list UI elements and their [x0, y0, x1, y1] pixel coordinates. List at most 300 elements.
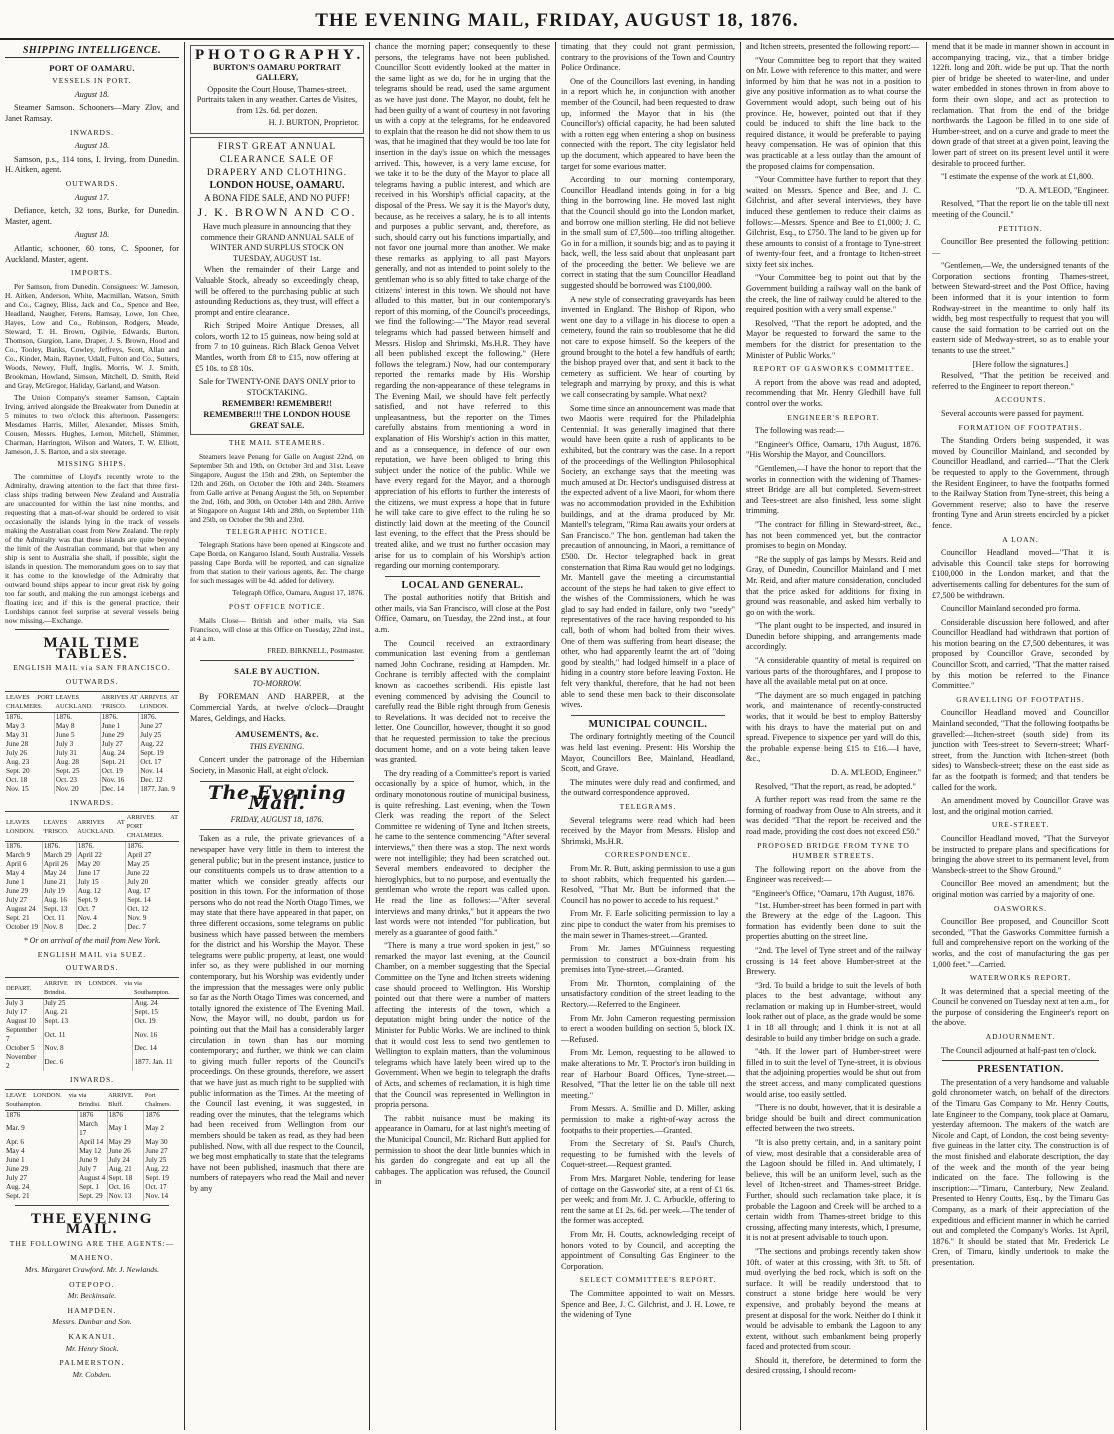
- council-text: Resolved, "That the report, as read, be adopted.": [755, 781, 916, 791]
- outwards-text-2: Atlantic, schooner, 60 tons, C. Spooner, for Auckland. Master, agent.: [5, 243, 179, 264]
- table-row: [5, 1138, 179, 1147]
- table-cell: 1876.: [100, 712, 138, 722]
- local-item: The dry reading of a Committee's report is varied occasionally by a spice of humor, which, in the ordinary monotonous routine of municipal business, is quite refreshing. Last evening, when the Town Clerk was reading the report of the Select Committee re widening of Tyne and Itchen streets, he came to the sentence commencing "After several interviews," then there was a stop. The next words were not intelligible; they had been scratched out. Several members endeavored to decipher the hieroglyphics, but to no purpose, and eventually the gentleman who wrote the report was called upon. He read the line as follows:—"After several interviews and many drinks," but it appears the two last words were not intended "for publication, but merely as a guarantee of good faith.": [375, 768, 550, 937]
- table-cell: July 24: [107, 1156, 144, 1165]
- council-text: "The contract for filling in Steward-street, &c., has not been commenced yet, but the contractor promises to begin on Monday.: [746, 519, 921, 551]
- table-cell: March 29: [42, 851, 76, 860]
- table-row: [5, 869, 179, 878]
- table-cell: July 27: [5, 1174, 78, 1183]
- mail-steamers-head: THE MAIL STEAMERS.: [228, 438, 326, 448]
- table-cell: Dec. 2: [76, 923, 126, 932]
- presentation-text: The presentation of a very handsome and valuable gold chronometer watch, on behalf of the directors of the Timaru Gas Company to Mr. Henry Coutts, late Engineer to the Company, took place at Oamaru, yesterday afternoon. The makers of the watch are Nicole and Capt, of London, the cost being seventy-five guineas in the latter city. The construction is of the most finished and elaborate description, the day of the week and the month of the year being indicated on the face. The following is the inscription:—"Timaru, Canterbury, New Zealand. Presented to Henry Coutts, Esq., by the Timaru Gas Company, as a mark of their appreciation of the expeditious and efficient manner in which he carried out and completed the Company's Works. 1st April, 1876." It should be stated that Mr. Frederick Le Cren, of Timaru, kindly undertook to make the presentation.: [932, 1077, 1109, 1267]
- table-row: [5, 740, 179, 749]
- council-text: "The plant ought to be inspected, and insured in Dunedin before shipping, and arrangements made accordingly.: [746, 621, 921, 652]
- council-text: Should it, therefore, be determined to form the desired crossing, I should recom-: [746, 1355, 921, 1376]
- table-cell: June 26: [107, 1147, 144, 1156]
- table-header-cell: ARRIVES AT LONDON.: [139, 691, 179, 712]
- council-text: An amendment moved by Councillor Grave was lost, and the original motion carried.: [932, 796, 1109, 816]
- table-cell: Aug. 24: [100, 749, 138, 758]
- council-text: "2nd. The level of Tyne street and of the railway crossing is 14 feet above Humber-street at the Brewery.: [746, 945, 921, 977]
- table-cell: Aug. 12: [76, 887, 126, 896]
- table-cell: Sept. 21: [5, 1192, 78, 1201]
- table-cell: June 1: [5, 878, 42, 887]
- table-cell: August 4: [79, 1173, 106, 1182]
- local-item: "There is many a true word spoken in jest," so remarked the mayor last evening, at the Council Chamber, on a member suggesting that the Special Committee on the Tyne and Itchen streets widening case should proceed to Wellington. His Worship pointed out that there were a number of matters affecting the interests of the town, which a deputation might bring under the notice of the Minister for Public Works. We are inclined to think that it would cost less to send two gentlemen to Wellington to explain matters, than the voluminous telegrams which have lately been wired up to the Government. When we begin to telegraph the drafts of Acts, and schemes of reclamation, it is high time that the Council was represented in Wellington in propria persona.: [375, 941, 550, 1110]
- london-house-ad: [190, 137, 364, 435]
- local-continued: timating that they could not grant permission, contrary to the provisions of the Town and Country Police Ordinance.: [561, 42, 735, 73]
- table-row: [5, 905, 179, 914]
- local-item: Some time since an announcement was made that two Maoris were required for the Philadelphia Centennial. It was generally imagined that there would have been quite a rush of applicants to be exhibited, but the contrary was the case. In a report of the proceedings of the Wellington Philosophical Society, an exchange says that the meeting was much amused at Dr. Hector's undisguised distress at the expected advent of a live Maori, for whom there was no accommodation provided in the Exhibition buildings, and at the drama produced by Mr. Mantell's telegram, "Rima Rau awaits your orders at San Francisco." The hon. gentleman had taken the precaution of announcing, in Maori, a remittance of £500. Dr. Hector telegraphed back in great consternation that Rima Rau would get no lodgings. Mr. Mantell gave the meeting a circumstantial account of the steps he had taken to give effect to the wishes of the Commissioners, which he was glad to say had ended in failure, only two "seedy" representatives of the race having responded to his call, both of whom had bolted from their wives. One of them was suffering from heart disease; the other, who had apparently learnt the art of "doing good by stealth," had lodged himself in a place of hiding in a country store before leaving Foxton. He felt very thankful, therefore, that he had not been able to send these men back to their disconsolate wives.: [561, 403, 735, 710]
- table-row: [5, 1044, 179, 1053]
- table-cell: Sept. 1: [78, 1183, 108, 1192]
- evening-mail-title: THE EVENING MAIL.: [31, 1210, 153, 1238]
- table-cell: Aug. 22: [140, 739, 164, 748]
- table-cell: Sept. 21: [5, 914, 42, 923]
- table-cell: Aug. 21: [43, 1008, 133, 1017]
- adjournment-head: ADJOURNMENT.: [985, 1032, 1056, 1042]
- council-text: "Engineer's Office, Oamaru, 17th August, 1876. "His Worship the Mayor, and Councillors.: [746, 439, 921, 460]
- petition-head: PETITION.: [998, 223, 1043, 233]
- table-cell: Dec. 6: [43, 1053, 133, 1071]
- table-cell: November 2: [5, 1053, 43, 1071]
- mail-tables-title: MAIL TIME TABLES.: [43, 635, 141, 662]
- sf-inwards: INWARDS.: [69, 797, 115, 807]
- photo-title: PHOTOGRAPHY.: [195, 47, 365, 63]
- masthead: [0, 0, 1114, 40]
- table-cell: 1876.: [5, 712, 54, 722]
- column-4: [556, 42, 740, 1430]
- table-cell: Nov. 4: [76, 914, 126, 923]
- table-cell: July 25: [140, 730, 162, 739]
- table-cell: Sept. 19: [145, 1173, 169, 1182]
- council-text: "Re the supply of gas lamps by Messrs. Reid and Gray, of Dunedin, Councillor Mainland and I met Mr. Reid, and after mature consideration, concluded that the price asked for additions for fixing in ground was reasonable, and asked him verbally to go on with the work.: [746, 554, 921, 617]
- table-row: [5, 722, 179, 731]
- agent-town: OTEPOPO.: [69, 1279, 115, 1289]
- table-row: [5, 1192, 179, 1201]
- table-cell: June 1: [5, 1156, 78, 1165]
- table-row: [5, 1147, 179, 1156]
- council-text: Resolved, "That the petition be received and referred to the Engineer to report thereon.": [932, 371, 1109, 391]
- select-committee-head: SELECT COMMITTEE'S REPORT.: [579, 1275, 717, 1285]
- london-house: LONDON HOUSE, OAMARU.: [209, 180, 345, 192]
- table-row: [5, 923, 179, 932]
- brown-text-4: Sale for TWENTY-ONE DAYS ONLY prior to STOCKTAKING.: [198, 377, 356, 397]
- mail-steamers-text: Steamers leave Penang for Galle on August 22nd, on September 5th and 19th, on October 3rd and 31st. Leave Singapore, August the 15th and 29th, on September the 12th and 26th, on October the 10th and 24th. Steamers from Galle arrive at Penang August the 5th, on September the 2nd, 16th, and 30th, on October 14th and 28th. Arrive at Singapore on August 14th and 28th, on September 11th and 25th, on October the 9th and 23rd.: [190, 451, 364, 524]
- table-header-cell: ARRIVE IN LONDON. via Brindisi.: [43, 978, 133, 999]
- table-cell: June 5: [54, 731, 100, 740]
- table-cell: July 7: [78, 1165, 108, 1174]
- amusements-head: AMUSEMENTS, &c.: [235, 729, 319, 740]
- column-2: [185, 42, 369, 1430]
- table-row: [5, 851, 179, 860]
- table-cell: Nov. 13: [107, 1192, 144, 1201]
- table-cell: March 9: [5, 851, 42, 860]
- council-text: "1st. Humber-street has been formed in part with the Brewery at the edge of the Lagoon. This formation has evidently been done to suit the properties abutting on the street line.: [746, 900, 921, 942]
- table-row: [5, 712, 179, 722]
- correspondence-item: From Mr. F. Earle soliciting permission to lay a zinc pipe to conduct the water from his premises to the main sewer in Thames-street.—Granted.: [561, 909, 735, 940]
- column-5: [741, 42, 926, 1430]
- table-cell: Mar. 9: [5, 1120, 78, 1138]
- engineer-signature: D. A. M'LEOD, Engineer.": [831, 768, 921, 777]
- sale-head: FIRST GREAT ANNUAL CLEARANCE SALE OF DRAPERY AND CLOTHING.: [206, 142, 348, 179]
- table-cell: Oct. 19: [134, 1017, 156, 1026]
- masthead-title: THE EVENING MAIL, FRIDAY, AUGUST 18, 1876.: [315, 10, 799, 31]
- post-office-head: POST OFFICE NOTICE.: [228, 602, 326, 611]
- port-title: PORT OF OAMARU.: [49, 62, 135, 73]
- table-cell: June 21: [42, 878, 76, 887]
- table-cell: Aug. 17: [127, 887, 151, 896]
- table-cell: 1876.: [54, 712, 100, 722]
- correspondence-item: From Mrs. Margaret Noble, tendering for lease of cottage on the Gasworks' site, at a rent of £1 6s. per week; and from Mr. J. C. Arbuckle, offering to rent the same at £1 2s. 6d. per week.—The tender of the former was accepted.: [561, 1173, 735, 1226]
- amusements-text: Concert under the patronage of the Hibernian Society, in Masonic Hall, at eight o'clock.: [190, 755, 364, 775]
- table-cell: July 3: [54, 740, 100, 749]
- engineer-signature: "D. A. M'LEOD, "Engineer.: [1015, 185, 1109, 195]
- table-cell: May 4: [5, 1147, 78, 1156]
- table-cell: Oct. 11: [43, 1026, 133, 1044]
- table-header-cell: ARRIVE. Bluff.: [107, 1089, 144, 1110]
- table-cell: July 17: [5, 1008, 43, 1017]
- photo-signature: H. J. BURTON, Proprietor.: [268, 117, 359, 127]
- table-cell: Oct. 12: [127, 905, 149, 914]
- telegraphic-text: Telegraph Stations have been opened at Kingscote and Cape Borda, on Kangaroo Island, South Australia. Vessels passing Cape Borda will be reported, and can signalize from that station to their various agents, &c. The charge for such messages will be 4d. added for delivery.: [190, 540, 364, 586]
- table-row: [5, 914, 179, 923]
- table-cell: July 3: [5, 999, 43, 1009]
- waterworks-head: WATERWORKS REPORT.: [969, 973, 1072, 983]
- table-cell: Nov. 16: [134, 1030, 158, 1039]
- table-cell: Aug. 16: [42, 896, 76, 905]
- telegraphic-sig: Telegraph Office, Oamaru, August 17, 1876.: [232, 588, 364, 598]
- agent-name: Mr. Beckinsale.: [67, 1291, 117, 1301]
- council-text: The ordinary fortnightly meeting of the Council was held last evening. Present: His Worship the Mayor, Councillors Bee, Mainland, Headland, Scott, and Grave.: [561, 732, 735, 774]
- table-cell: June 27: [145, 1146, 168, 1155]
- agent-town: PALMERSTON.: [59, 1358, 125, 1368]
- sf-note: * Or on arrival of the mail from New York.: [23, 936, 161, 946]
- table-row: [5, 767, 179, 776]
- table-row: [5, 1026, 179, 1044]
- sf-outwards: OUTWARDS.: [65, 677, 119, 687]
- telegrams-head: TELEGRAMS.: [619, 801, 677, 811]
- brown-text: Have much pleasure in announcing that they commence their GRAND ANNUAL SALE of WINTER AND SURPLUS STOCK ON TUESDAY, AUGUST 1st.: [200, 221, 354, 263]
- local-item: The Council received an extraordinary communication last evening from a gentleman named John Cochrane, residing at Hampden. Mr. Cochrane is terribly affected with the complaint known as cacoethes scribendi. His epistle last evening commenced by advising the Council to carefully read the Bible right through from Genesis to Revelations. It was decided not to receive the letter. One Councillor, however, thought it so good that he requested permission to take the precious document home, and on a vote being taken leave was granted.: [375, 638, 550, 765]
- table-cell: July 26: [5, 749, 54, 758]
- sf-head: ENGLISH MAIL via SAN FRANCISCO.: [13, 663, 171, 673]
- table-cell: June 29: [5, 1165, 78, 1174]
- missing-head: MISSING SHIPS.: [57, 458, 127, 468]
- photo-text: Opposite the Court House, Thames-street. Portraits taken in any weather. Cartes de Visites, from 12s. 6d. per dozen.: [196, 84, 358, 115]
- table-row: [5, 1017, 179, 1026]
- council-text: Councillor Headland moved, "That the Surveyor be instructed to prepare plans and specifications for bringing the above street to its permanent level, from Wansbeck-street to the Show Ground.": [932, 833, 1109, 875]
- table-row: [5, 776, 179, 785]
- table-cell: Sept. 25: [54, 767, 100, 776]
- table-cell: May 12: [78, 1147, 108, 1156]
- table-cell: June 28: [5, 740, 54, 749]
- table-cell: 1876.: [76, 842, 126, 852]
- council-text: A further report was read from the same re the forming of roadway from Ouse to Aln streets, and it was decided "That the report be received and the road made, providing the cost does not exceed £50.": [746, 795, 921, 836]
- local-item: The postal authorities notify that British and other mails, via San Francisco, will close at the Post Office, Oamaru, on Tuesday, the 22nd inst., at four a.m.: [375, 593, 550, 635]
- table-cell: 1876: [145, 1110, 160, 1119]
- council-text: Several telegrams were read which had been received by the Mayor from Messrs. Hislop and Shrimski, Ms.H.R.: [561, 815, 735, 846]
- local-item: The rabbit nuisance must be making its appearance in Oamaru, for at last night's meeting of the Municipal Council, Mr. Richard Butt applied for permission to shoot the dear little bunnies which in his garden do congregate and eat up all the cabbages. The application was refused, the Council in: [375, 1113, 550, 1187]
- vessels-date: August 18.: [74, 89, 110, 99]
- table-cell: 1876: [107, 1110, 144, 1120]
- divider: [942, 1060, 1099, 1061]
- table-cell: Nov. 8: [43, 1044, 133, 1053]
- table-row: [5, 860, 179, 869]
- table-cell: April 27: [127, 851, 152, 860]
- table-cell: July 15: [76, 878, 126, 887]
- agent-town: KAKANUI.: [68, 1331, 116, 1341]
- council-text: Councillor Bee presented the following petition:—: [932, 237, 1109, 257]
- council-text: The following was read:—: [755, 426, 845, 436]
- correspondence-item: From Mr. John Cameron requesting permission to erect a wooden building on section 5, block IX.—Refused.: [561, 1013, 735, 1044]
- presentation-head: PRESENTATION.: [977, 1064, 1064, 1076]
- table-cell: Oct. 23: [54, 776, 100, 785]
- council-text: "4th. If the lower part of Humber-street were filled in to suit the level of Tyne-street, it is obvious that the adjoining properties would be shut out from the street access, and many complicated questions would arise, too easily settled.: [746, 1047, 921, 1099]
- post-office-text: Mails Close— British and other mails, via San Francisco, will close at this Office on Tuesday, 22nd inst., at 4 a.m.: [190, 615, 364, 643]
- agents-list: [5, 1253, 179, 1380]
- telegraphic-head: TELEGRAPHIC NOTICE.: [226, 526, 328, 536]
- ure-street-head: URE-STREET.: [991, 820, 1050, 830]
- council-continued: and Itchen streets, presented the following report:—: [746, 42, 920, 51]
- council-text: Councillor Headland moved—"That it is advisable this Council take steps for borrowing £100,000 in the London market, and that the advertisements calling for debentures for the sum of £7,500 be withdrawn.: [932, 548, 1109, 600]
- agent-name: Mr. Cobden.: [72, 1369, 112, 1379]
- table-header-cell: ARRIVES AT AUCKLAND.: [76, 812, 126, 842]
- table-cell: July 25: [43, 999, 133, 1009]
- table-cell: Oct. 17: [145, 1182, 167, 1191]
- council-text: The Standing Orders being suspended, it was moved by Councillor Mainland, and seconded by Councillor Headland, and carried—"That the Clerk be requested to apply to the Government, through the Resident Engineer, to have the footpaths formed to the Railway Station from Tyne-street, this being a Government reserve; also to have the reserve fronting Tyne and Arun streets encircled by a picket fence.: [932, 436, 1109, 530]
- table-cell: March 17: [78, 1120, 108, 1138]
- vessels-head: VESSELS IN PORT.: [52, 76, 132, 86]
- suez-outwards-table: [5, 977, 179, 1071]
- table-cell: Sept. 14: [127, 896, 151, 905]
- table-cell: Aug. 24: [5, 1183, 78, 1192]
- table-header-cell: LEAVES LONDON.: [5, 812, 42, 842]
- local-general-head: LOCAL AND GENERAL.: [401, 579, 524, 591]
- table-cell: October 5: [5, 1044, 43, 1053]
- table-cell: May 24: [42, 869, 76, 878]
- table-cell: July 27: [100, 740, 138, 749]
- table-row: [5, 878, 179, 887]
- council-text: "3rd. To build a bridge to suit the levels of both places to the best advantage, without any reclamation or making up in Humber-street, would look rather out of place, as the grade would be some 1 in 18 all through; and I think it is not at all desirable to build any timber bridge on such a grade.: [746, 980, 921, 1043]
- bona-fide: A BONA FIDE SALE, AND NO PUFF!: [204, 192, 350, 203]
- loan-head: A LOAN.: [1002, 534, 1039, 544]
- council-text: "Gentlemen,—I have the honor to report that the works in connection with the widening of Thames-street Bridge are all but completed. Severn-street and Tees-street are also finished, less some slight trimming.: [746, 463, 921, 516]
- suez-inwards: INWARDS.: [69, 1075, 115, 1085]
- council-text: [Here follow the signatures.]: [972, 359, 1069, 369]
- table-cell: Nov. 9: [127, 914, 147, 923]
- photography-ad: [190, 45, 364, 134]
- table-cell: July 19: [42, 887, 76, 896]
- table-cell: 1876.: [127, 842, 144, 851]
- council-text: Resolved, "That the report be adopted, and the Mayor be requested to forward the same to the members for the district for presentation to the Minister of Public Works.": [746, 318, 921, 360]
- divider: [385, 576, 540, 577]
- remember: REMEMBER! REMEMBER!! REMEMBER!!! THE LONDON HOUSE GREAT SALE.: [203, 399, 351, 430]
- table-row: [5, 731, 179, 740]
- council-text: "Your Committee beg to point out that by the Government building a railway wall on the bank of the creek, the line of railway could be altered to the required position with a very small expense.": [746, 273, 921, 315]
- correspondence-item: From Mr. Lemon, requesting to be allowed to make alterations to Mr. T. Proctor's iron building in rear of Harbour Board Offices, Tyne-street.—Resolved, "That the letter lie on the table till next meeting.": [561, 1048, 735, 1100]
- table-cell: May 3: [5, 722, 54, 731]
- table-cell: June 29: [100, 731, 138, 740]
- samson-note: The Union Company's steamer Samson, Captain Irving, arrived alongside the Breakwater from Dunedin at 5 minutes to two o'clock this afternoon. Passengers: Mesdames Harris, Miller, Alexander, Misses Smith, Cousen, Messrs. Hughes, Lemon, Mitchell, Shimmer, Charman, Harrington, Wilson and Waters, T. W. Elliott, Jameson, J. S. Barton, and a six steerage.: [5, 392, 179, 456]
- table-header-cell: LEAVES AUCKLAND.: [54, 691, 100, 712]
- correspondence-item: From the Secretary of St. Paul's Church, requesting to be furnished with the levels of Coquet-street.—Request granted.: [561, 1139, 735, 1170]
- council-text: "Your Committee beg to report that they waited on Mr. Lowe with reference to this matter, and were informed by him that he was not in a position to give any positive information as to what course the Government would adopt, such being out of his province. He, however, pointed out that if they could be induced to shift the line back to the required distance, it would be preferable to paying heavy compensation. He was of opinion that this was practicable at a less outlay than the amount of the proposed claims for compensation.: [746, 55, 921, 171]
- brown-name: J. K. BROWN AND CO.: [197, 205, 357, 220]
- council-text: Councillor Bee proposed, and Councillor Scott seconded, "That the Gasworks Committee furnish a full and comprehensive report on the working of the works, and the cost of manufacturing the gas per 1,000 feet."—Carried.: [932, 917, 1109, 969]
- table-row: [5, 1156, 179, 1165]
- paper-title: The Evening Mail.: [208, 781, 346, 815]
- council-text: Councillor Headland moved and Councillor Mainland seconded, "That the following footpaths be gravelled:—Itchen-street (south side) from its junction with Tees-street to Severn-street; Wharf-street, from the Junction with Itchen-street (both sides) to Wansbeck-street; these on the east side as far as the footpath is formed; and that tenders be called for the work.: [932, 708, 1109, 792]
- council-text: "Gentlemen,—We, the undersigned tenants of the Corporation sections fronting Thames-street, between Steward-street and the Post Office, having been informed that it is your intention to form Rodway-street in the meantime to only half its width, beg most respectfully to request that you will cause the said formation to be carried out on the eastern side of Medway-street, so as to enable your tenants to use the street.": [932, 261, 1109, 356]
- table-cell: Sept. 9: [76, 896, 126, 905]
- table-header-cell: LEAVE LONDON. via Southampton.: [5, 1089, 78, 1110]
- table-cell: Oct. 18: [5, 776, 54, 785]
- council-text: "The sections and probings recently taken show 10ft. of water at this crossing, with 3ft. to 5ft. of mud overlying the bed rock, which is soft on the surface. It will be readily understood that to construct a stone bridge here would be very expensive, and probably beyond the means at present at disposal for the work. Neither do I think it would be advisable to embank the Lagoon to any extent, without such embankment being properly faced and protected from scour.: [746, 1246, 921, 1352]
- table-cell: June 27: [140, 721, 163, 730]
- column-6: [927, 42, 1114, 1430]
- table-row: [5, 749, 179, 758]
- council-text: Councillor Mainland seconded pro forma.: [941, 604, 1081, 614]
- table-cell: June 17: [76, 869, 126, 878]
- table-row: [5, 1120, 179, 1138]
- auction-text: By FOREMAN AND HARPER, at the Commercial Yards, at twelve o'clock—Draught Mares, Geldings, and Hacks.: [190, 692, 364, 723]
- table-row: [5, 999, 179, 1009]
- suez-head: ENGLISH MAIL via SUEZ.: [37, 949, 147, 959]
- table-cell: Aug. 28: [54, 758, 100, 767]
- correspondence-item: From Messrs. A. Smillie and D. Miller, asking permission to make a right-of-way across the footpaths to their properties.—Granted.: [561, 1104, 735, 1135]
- missing-text: The committee of Lloyd's recently wrote to the Admiralty, drawing attention to the fact that three first-class ships trading between New Zealand and Australia are unaccounted for within the last nine months, and requesting that a man-of-war should be ordered to visit occasionally the islands lying in the track of vessels making the Australian coast from New Zealand. The reply of the Admiralty was that these islands are quite beyond the limit of the Australian command, but that when any ship is sent to Australia she shall, if possible, sight the islands in question. The memorandum goes on to say that it has come to the knowledge of the Admiralty that outward bound ships appear to incur great risk by going too far south, and making the run amongst icebergs and floating ice; and if this is the general practice, their Lordships cannot feel surprise at several vessels being now missing.—Exchange.: [5, 472, 179, 626]
- council-text: "Your Committee have further to report that they waited on Messrs. Spence and Bee, and J. C. Gilchrist, and after several interviews, they have induced these gentlemen to reduce their claims as follows:—Messrs. Spence and Bee to £1,000; J. C. Gilchrist, Esq., to £750. The land to be given up for these amounts to consist of a frontage to Tyne-street of twenty-four feet, and a frontage to Itchen-street sixty feet six inches.: [746, 175, 921, 269]
- inwards-text: Samson, p.s., 114 tons, I. Irving, from Dunedin. H. Aitken, agent.: [5, 154, 179, 175]
- table-cell: June 29: [5, 887, 42, 896]
- table-cell: 1876: [78, 1110, 108, 1120]
- divider: [15, 1205, 169, 1206]
- table-cell: July 20: [127, 878, 149, 887]
- bridge-head: PROPOSED BRIDGE FROM TYNE TO HUMBER STREETS.: [757, 840, 910, 861]
- table-cell: 1876.: [5, 842, 42, 852]
- council-text: "There is no doubt, however, that it is desirable a bridge should be built and direct communication effected between the two streets.: [746, 1103, 921, 1134]
- table-cell: Dec. 14: [100, 785, 138, 794]
- council-text: Councillor Bee moved an amendment; but the original motion was carried by a majority of one.: [932, 879, 1109, 899]
- outwards-text: Defiance, ketch, 32 tons, Burke, for Dunedin. Master, agent.: [5, 206, 179, 226]
- table-row: [5, 842, 179, 852]
- table-cell: October 19: [5, 923, 42, 932]
- table-cell: 1876: [5, 1110, 78, 1120]
- shipping-title: SHIPPING INTELLIGENCE.: [5, 46, 179, 58]
- municipal-council-head: MUNICIPAL COUNCIL.: [588, 718, 708, 730]
- agent-town: HAMPDEN.: [67, 1305, 117, 1315]
- gasworks-head: OASWORKS.: [994, 903, 1047, 913]
- table-cell: May 30: [145, 1137, 168, 1146]
- table-cell: 1876.: [42, 842, 76, 852]
- table-cell: 1877. Jan. 11: [134, 1057, 173, 1066]
- table-cell: Nov. 14: [140, 766, 163, 775]
- council-text: A report from the above was read and adopted, recommending that Mr. Henry Gledhill have full control over the works.: [746, 377, 921, 408]
- table-cell: July 31: [54, 749, 100, 758]
- table-cell: Aug. 24: [134, 999, 158, 1008]
- imports-head: IMPORTS.: [71, 268, 113, 278]
- accounts-head: ACCOUNTS.: [994, 395, 1047, 405]
- council-text: Resolved, "That the report lie on the table till next meeting of the Council.": [932, 199, 1109, 219]
- table-cell: Sept. 15: [134, 1008, 159, 1017]
- table-cell: Oct. 16: [107, 1183, 144, 1192]
- table-cell: Sept. 13: [43, 1017, 133, 1026]
- table-cell: June 22: [127, 869, 150, 878]
- table-cell: 1876.: [140, 712, 157, 721]
- auction-sub: TO-MORROW.: [252, 678, 302, 688]
- table-cell: 1877. Jan. 9: [140, 784, 175, 793]
- correspondence-item: From Mr. R. Butt, asking permission to use a gun to shoot rabbits, which frequented his garden.—Resolved, "That Mr. Butt be informed that the Council has no power to accede to his request.": [561, 863, 735, 905]
- table-row: [5, 1165, 179, 1174]
- engineers-report-head: ENGINEER'S REPORT.: [787, 412, 880, 422]
- photo-sub: BURTON'S OAMARU PORTRAIT GALLERY,: [213, 62, 341, 83]
- table-cell: May 2: [145, 1124, 164, 1133]
- table-cell: May 20: [76, 860, 126, 869]
- table-row: [5, 896, 179, 905]
- column-3: [370, 42, 555, 1430]
- correspondence-item: From Mr. H. Coutts, acknowledging receipt of honors voted to by Council, and accepting the appointment of Consulting Gas Engineer to the Corporation.: [561, 1229, 735, 1271]
- leader-continued: chance the morning paper; consequently to these persons, the telegrams have not been published. Councillor Scott evidently looked at the matter in the same light as we do, for he in urging that the telegrams should be read, used the same argument as we have just done. The Mayor, no doubt, felt he had been guilty of a want of courtesy in not favoring us with a copy at the telegrams, for he endeavored to explain that the reason he did not show them to us was, that he imagined that they would be too late for insertion in the day's issue on which the messages arrived. This, however, is a very lame excuse, for we take it to be the duty of the Mayor to place all telegrams having a public interest, and which are received in his Worship's official capacity, at the disposal of the Press. We say it is the Mayor's duty, because, as he receives a salary, he is to all intents and purposes a public servant, and, therefore, as such, should carry out his functions impartially, and not favor one journal more than another. We make these remarks as applying to all past Mayors generally, and not as intended to point solely to the gentleman who is so ably fitted to take charge of the citizens' interest in this town. We should not have alluded to this matter, but in our contemporary's report of this morning, of the Council's proceedings, we find the following:—"The Mayor read several telegrams which had passed between himself and Messrs. Hislop and Shrimski, Ms.H.R. They have all been published except the following." (Here follows the telegram.) Now, had our contemporary reported the remarks made by His Worship regarding the non-appearance of these telegrams in The Evening Mail, we should have felt perfectly satisfied, and not have referred to this unpleasantness, but the reporter on the Times carefully abstains from mentioning a word in explanation of His Worship's action in this matter, and as a consequence, in defence of our own reputation, we have been obliged to bring this subject under the notice of the public. While we have every regard for the Mayor, and a thorough appreciation of his efforts to further the interests of the citizens, we must express a hope that in future he will take care to give effect to the ruling he so distinctly laid down at the meeting of the Council last evening, to the effect that the Press should be treated alike, and we trust no further occasion may arise for us to complain of his Worship's action regarding our morning contemporary.: [375, 42, 550, 571]
- table-cell: Oct. 7: [76, 905, 126, 914]
- table-cell: August 24: [5, 905, 42, 914]
- table-row: [5, 1183, 179, 1192]
- table-cell: April 26: [42, 860, 76, 869]
- table-cell: May 31: [5, 731, 54, 740]
- council-text: "It is also pretty certain, and, in a sanitary point of view, most desirable that a considerable area of the Lagoon should be filled in. And ultimately, I believe, this will be an uniform level, such as the level of Itchen-street and Thames-street Bridge. Further, should such reclamation take place, it is probable the Lagoon and Creek will be arched to a certain width from Thames-street bridge to this crossing, affecting many interests, which, I presume, it is not at present advisable to touch upon.: [746, 1138, 921, 1243]
- suez-inwards-table: [5, 1089, 179, 1201]
- table-header-cell: LEAVES 'FRISCO.: [42, 812, 76, 842]
- table-cell: Sept. 13: [42, 905, 76, 914]
- inwards-head: INWARDS.: [69, 127, 115, 137]
- council-text: Considerable discussion here followed, and after Councillor Headland had withdrawn that portion of his motion bearing on the £7,500 debentures, it was proposed by Councillor Grave, seconded by Councillor Scott, and carried, "That the matter raised by this motion be referred to the Finance Committee.": [932, 617, 1109, 691]
- council-text: The minutes were duly read and confirmed, and the outward correspondence approved.: [561, 777, 735, 798]
- table-cell: Dec. 7: [127, 923, 146, 932]
- outwards-head: OUTWARDS.: [65, 178, 119, 188]
- table-cell: Sept. 29: [78, 1192, 108, 1201]
- table-header-cell: Port Chalmers.: [144, 1089, 179, 1110]
- correspondence-head: CORRESPONDENCE.: [604, 850, 692, 860]
- table-cell: June 9: [78, 1156, 108, 1165]
- table-header-cell: ARRIVES AT 'FRISCO.: [100, 691, 138, 712]
- table-cell: Aug. 21: [107, 1165, 144, 1174]
- correspondence-item: From Mr. James M'Guinness requesting permission to construct a box-drain from his premises into Tyne-street.—Granted.: [561, 944, 735, 975]
- table-cell: September 7: [5, 1026, 43, 1044]
- table-header-cell: ARRIVES AT PORT CHALMERS.: [126, 812, 179, 842]
- table-cell: Sept. 21: [100, 758, 138, 767]
- gravelling-head: GRAVELLING OF FOOTPATHS.: [956, 694, 1085, 704]
- table-cell: Dec. 14: [134, 1044, 157, 1053]
- table-cell: July 27: [5, 896, 42, 905]
- table-cell: April 14: [78, 1138, 108, 1147]
- agent-name: Mr. Henry Stock.: [65, 1343, 119, 1353]
- suez-outwards: OUTWARDS.: [65, 963, 119, 973]
- council-text: The Council adjourned at half-past ten o'clock.: [941, 1045, 1097, 1055]
- council-text: It was determined that a special meeting of the Council be convened on Tuesday next at ten a.m., for the purpose of considering the Engineer's report on the above.: [932, 986, 1109, 1028]
- table-row: [5, 1008, 179, 1017]
- table-cell: Sept. 18: [107, 1174, 144, 1183]
- post-office-sig: FRED. BIRKNELL, Postmaster.: [267, 645, 364, 655]
- council-text: "A considerable quantity of metal is required on various parts of the thoroughfares, and I propose to have all the available metal put on at once.: [746, 656, 921, 687]
- local-item: According to our morning contemporary, Councillor Headland intends going in for a big thing in the borrowing line. He moved last night that the Council should go into the London market, and borrow one million sterling. He did not believe in the small sum of £7,500—too trifling altogether. Go in for a million, it sounds big; and as to paying it back, well, the less said about that unpleasant part of the proceeding the better. We believe we are correct in stating that the sum Councillor Headland suggested should be borrowed was £100,000.: [561, 175, 735, 291]
- table-cell: Aug. 23: [5, 758, 54, 767]
- agents-head: THE FOLLOWING ARE THE AGENTS:—: [9, 1238, 175, 1248]
- table-row: [5, 1110, 179, 1120]
- table-cell: Nov. 14: [145, 1191, 169, 1200]
- table-cell: May 29: [107, 1138, 144, 1147]
- amusements-sub: THIS EVENING.: [249, 741, 305, 751]
- council-text: The following report on the above from the Engineer was received:—: [746, 864, 921, 885]
- table-cell: April 22: [76, 851, 126, 860]
